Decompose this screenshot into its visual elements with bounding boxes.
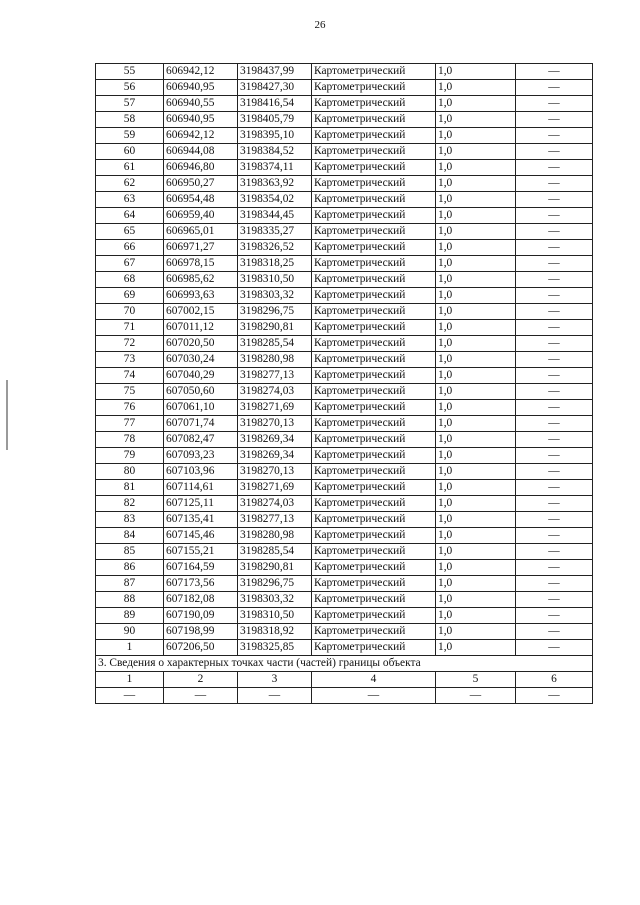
point-number: 70 — [96, 304, 164, 320]
column-number: 2 — [164, 672, 238, 688]
x-coordinate: 606942,12 — [164, 128, 238, 144]
y-coordinate: 3198269,34 — [238, 432, 312, 448]
table-row — [96, 288, 593, 304]
x-coordinate: 606950,27 — [164, 176, 238, 192]
point-number: 88 — [96, 592, 164, 608]
description: — — [516, 576, 593, 592]
table-row — [96, 576, 593, 592]
accuracy: 1,0 — [436, 272, 516, 288]
point-number: 57 — [96, 96, 164, 112]
description: — — [516, 480, 593, 496]
determination-method: Картометрический — [312, 288, 436, 304]
determination-method: Картометрический — [312, 80, 436, 96]
y-coordinate: 3198354,02 — [238, 192, 312, 208]
y-coordinate: 3198285,54 — [238, 336, 312, 352]
description: — — [516, 304, 593, 320]
y-coordinate: 3198326,52 — [238, 240, 312, 256]
x-coordinate: 607164,59 — [164, 560, 238, 576]
accuracy: 1,0 — [436, 192, 516, 208]
accuracy: 1,0 — [436, 512, 516, 528]
point-number: 80 — [96, 464, 164, 480]
table-row — [96, 320, 593, 336]
point-number: 71 — [96, 320, 164, 336]
description: — — [516, 128, 593, 144]
y-coordinate: 3198344,45 — [238, 208, 312, 224]
point-number: 62 — [96, 176, 164, 192]
y-coordinate: 3198290,81 — [238, 320, 312, 336]
determination-method: Картометрический — [312, 160, 436, 176]
determination-method: Картометрический — [312, 544, 436, 560]
table-row — [96, 80, 593, 96]
determination-method: Картометрический — [312, 512, 436, 528]
x-coordinate: 607030,24 — [164, 352, 238, 368]
x-coordinate: 606940,55 — [164, 96, 238, 112]
accuracy: 1,0 — [436, 496, 516, 512]
y-coordinate: 3198325,85 — [238, 640, 312, 656]
description: — — [516, 256, 593, 272]
determination-method: Картометрический — [312, 256, 436, 272]
point-number: 82 — [96, 496, 164, 512]
description: — — [516, 384, 593, 400]
accuracy: 1,0 — [436, 352, 516, 368]
description: — — [516, 240, 593, 256]
accuracy: 1,0 — [436, 432, 516, 448]
x-coordinate: 606985,62 — [164, 272, 238, 288]
determination-method: Картометрический — [312, 624, 436, 640]
accuracy: 1,0 — [436, 400, 516, 416]
y-coordinate: 3198280,98 — [238, 528, 312, 544]
table-row — [96, 64, 593, 80]
x-coordinate: 606965,01 — [164, 224, 238, 240]
determination-method: Картометрический — [312, 144, 436, 160]
description: — — [516, 64, 593, 80]
boundary-points-rows — [96, 64, 593, 656]
y-coordinate: 3198310,50 — [238, 608, 312, 624]
table-row — [96, 512, 593, 528]
table-row — [96, 336, 593, 352]
x-coordinate: 607182,08 — [164, 592, 238, 608]
y-coordinate: 3198318,92 — [238, 624, 312, 640]
x-coordinate: 607061,10 — [164, 400, 238, 416]
description: — — [516, 464, 593, 480]
description: — — [516, 448, 593, 464]
point-number: 63 — [96, 192, 164, 208]
table-row — [96, 528, 593, 544]
table-row — [96, 224, 593, 240]
determination-method: Картометрический — [312, 128, 436, 144]
x-coordinate: 606954,48 — [164, 192, 238, 208]
x-coordinate: 607198,99 — [164, 624, 238, 640]
x-coordinate: 607011,12 — [164, 320, 238, 336]
description: — — [516, 96, 593, 112]
section-3-header-row — [96, 656, 593, 672]
point-number: 64 — [96, 208, 164, 224]
description: — — [516, 80, 593, 96]
x-coordinate: 606971,27 — [164, 240, 238, 256]
x-coordinate: 607103,96 — [164, 464, 238, 480]
accuracy: 1,0 — [436, 128, 516, 144]
determination-method: Картометрический — [312, 608, 436, 624]
accuracy: 1,0 — [436, 544, 516, 560]
y-coordinate: 3198318,25 — [238, 256, 312, 272]
table-row — [96, 544, 593, 560]
table-row — [96, 480, 593, 496]
point-number: 61 — [96, 160, 164, 176]
description: — — [516, 272, 593, 288]
description: — — [516, 176, 593, 192]
point-number: 66 — [96, 240, 164, 256]
determination-method: Картометрический — [312, 496, 436, 512]
x-coordinate: 607071,74 — [164, 416, 238, 432]
table-row — [96, 640, 593, 656]
point-number: 85 — [96, 544, 164, 560]
table-row — [96, 496, 593, 512]
y-coordinate: 3198416,54 — [238, 96, 312, 112]
description: — — [516, 544, 593, 560]
table-row — [96, 128, 593, 144]
page-number: 26 — [314, 19, 326, 31]
point-number: 65 — [96, 224, 164, 240]
description: — — [516, 432, 593, 448]
determination-method: Картометрический — [312, 224, 436, 240]
x-coordinate: 606993,63 — [164, 288, 238, 304]
point-number: 59 — [96, 128, 164, 144]
table-row — [96, 400, 593, 416]
determination-method: Картометрический — [312, 560, 436, 576]
table-row — [96, 592, 593, 608]
y-coordinate: 3198296,75 — [238, 576, 312, 592]
column-number: 4 — [312, 672, 436, 688]
table-row — [96, 192, 593, 208]
empty-cell: — — [238, 688, 312, 704]
table-row — [96, 384, 593, 400]
table-row — [96, 112, 593, 128]
x-coordinate: 607020,50 — [164, 336, 238, 352]
y-coordinate: 3198363,92 — [238, 176, 312, 192]
y-coordinate: 3198427,30 — [238, 80, 312, 96]
point-number: 90 — [96, 624, 164, 640]
description: — — [516, 592, 593, 608]
description: — — [516, 112, 593, 128]
table-row — [96, 160, 593, 176]
table-row — [96, 208, 593, 224]
accuracy: 1,0 — [436, 96, 516, 112]
accuracy: 1,0 — [436, 608, 516, 624]
determination-method: Картометрический — [312, 320, 436, 336]
determination-method: Картометрический — [312, 640, 436, 656]
accuracy: 1,0 — [436, 480, 516, 496]
point-number: 75 — [96, 384, 164, 400]
x-coordinate: 606940,95 — [164, 112, 238, 128]
table-row — [96, 304, 593, 320]
determination-method: Картометрический — [312, 448, 436, 464]
point-number: 73 — [96, 352, 164, 368]
table-row — [96, 240, 593, 256]
determination-method: Картометрический — [312, 528, 436, 544]
description: — — [516, 352, 593, 368]
empty-cell: — — [312, 688, 436, 704]
point-number: 55 — [96, 64, 164, 80]
y-coordinate: 3198271,69 — [238, 480, 312, 496]
table-row — [96, 96, 593, 112]
point-number: 74 — [96, 368, 164, 384]
point-number: 1 — [96, 640, 164, 656]
point-number: 77 — [96, 416, 164, 432]
y-coordinate: 3198290,81 — [238, 560, 312, 576]
column-number: 6 — [516, 672, 593, 688]
determination-method: Картометрический — [312, 480, 436, 496]
determination-method: Картометрический — [312, 304, 436, 320]
point-number: 89 — [96, 608, 164, 624]
point-number: 81 — [96, 480, 164, 496]
empty-data-row — [96, 688, 593, 704]
x-coordinate: 607082,47 — [164, 432, 238, 448]
x-coordinate: 607125,11 — [164, 496, 238, 512]
determination-method: Картометрический — [312, 384, 436, 400]
accuracy: 1,0 — [436, 528, 516, 544]
y-coordinate: 3198296,75 — [238, 304, 312, 320]
table-row — [96, 176, 593, 192]
empty-cell: — — [436, 688, 516, 704]
description: — — [516, 624, 593, 640]
determination-method: Картометрический — [312, 592, 436, 608]
determination-method: Картометрический — [312, 400, 436, 416]
description: — — [516, 288, 593, 304]
table-row — [96, 608, 593, 624]
description: — — [516, 560, 593, 576]
x-coordinate: 607135,41 — [164, 512, 238, 528]
point-number: 83 — [96, 512, 164, 528]
y-coordinate: 3198274,03 — [238, 384, 312, 400]
x-coordinate: 607173,56 — [164, 576, 238, 592]
determination-method: Картометрический — [312, 112, 436, 128]
description: — — [516, 336, 593, 352]
x-coordinate: 607155,21 — [164, 544, 238, 560]
column-number: 5 — [436, 672, 516, 688]
accuracy: 1,0 — [436, 80, 516, 96]
determination-method: Картометрический — [312, 192, 436, 208]
accuracy: 1,0 — [436, 640, 516, 656]
description: — — [516, 368, 593, 384]
y-coordinate: 3198277,13 — [238, 368, 312, 384]
y-coordinate: 3198405,79 — [238, 112, 312, 128]
description: — — [516, 608, 593, 624]
accuracy: 1,0 — [436, 384, 516, 400]
determination-method: Картометрический — [312, 208, 436, 224]
point-number: 68 — [96, 272, 164, 288]
point-number: 78 — [96, 432, 164, 448]
x-coordinate: 607040,29 — [164, 368, 238, 384]
accuracy: 1,0 — [436, 256, 516, 272]
x-coordinate: 606946,80 — [164, 160, 238, 176]
determination-method: Картометрический — [312, 272, 436, 288]
margin-scan-mark — [6, 380, 8, 450]
accuracy: 1,0 — [436, 208, 516, 224]
x-coordinate: 606978,15 — [164, 256, 238, 272]
accuracy: 1,0 — [436, 144, 516, 160]
accuracy: 1,0 — [436, 176, 516, 192]
y-coordinate: 3198303,32 — [238, 288, 312, 304]
accuracy: 1,0 — [436, 320, 516, 336]
determination-method: Картометрический — [312, 176, 436, 192]
determination-method: Картометрический — [312, 368, 436, 384]
y-coordinate: 3198269,34 — [238, 448, 312, 464]
table-row — [96, 432, 593, 448]
column-numbers-row — [96, 672, 593, 688]
y-coordinate: 3198270,13 — [238, 464, 312, 480]
point-number: 60 — [96, 144, 164, 160]
accuracy: 1,0 — [436, 160, 516, 176]
point-number: 79 — [96, 448, 164, 464]
section-3-title: 3. Сведения о характерных точках части (частей) границы объекта — [96, 656, 593, 672]
y-coordinate: 3198270,13 — [238, 416, 312, 432]
description: — — [516, 528, 593, 544]
y-coordinate: 3198285,54 — [238, 544, 312, 560]
accuracy: 1,0 — [436, 64, 516, 80]
y-coordinate: 3198274,03 — [238, 496, 312, 512]
accuracy: 1,0 — [436, 288, 516, 304]
description: — — [516, 160, 593, 176]
point-number: 72 — [96, 336, 164, 352]
x-coordinate: 607190,09 — [164, 608, 238, 624]
table-row — [96, 464, 593, 480]
accuracy: 1,0 — [436, 448, 516, 464]
y-coordinate: 3198277,13 — [238, 512, 312, 528]
description: — — [516, 400, 593, 416]
determination-method: Картометрический — [312, 352, 436, 368]
description: — — [516, 640, 593, 656]
determination-method: Картометрический — [312, 336, 436, 352]
y-coordinate: 3198310,50 — [238, 272, 312, 288]
description: — — [516, 192, 593, 208]
y-coordinate: 3198335,27 — [238, 224, 312, 240]
empty-cell: — — [516, 688, 593, 704]
x-coordinate: 607050,60 — [164, 384, 238, 400]
determination-method: Картометрический — [312, 416, 436, 432]
x-coordinate: 607206,50 — [164, 640, 238, 656]
table-row — [96, 448, 593, 464]
table-row — [96, 256, 593, 272]
accuracy: 1,0 — [436, 576, 516, 592]
accuracy: 1,0 — [436, 336, 516, 352]
determination-method: Картометрический — [312, 96, 436, 112]
description: — — [516, 208, 593, 224]
y-coordinate: 3198437,99 — [238, 64, 312, 80]
table-row — [96, 624, 593, 640]
determination-method: Картометрический — [312, 576, 436, 592]
point-number: 76 — [96, 400, 164, 416]
x-coordinate: 607093,23 — [164, 448, 238, 464]
y-coordinate: 3198303,32 — [238, 592, 312, 608]
y-coordinate: 3198280,98 — [238, 352, 312, 368]
x-coordinate: 606944,08 — [164, 144, 238, 160]
x-coordinate: 607002,15 — [164, 304, 238, 320]
table-row — [96, 352, 593, 368]
accuracy: 1,0 — [436, 624, 516, 640]
y-coordinate: 3198384,52 — [238, 144, 312, 160]
x-coordinate: 607145,46 — [164, 528, 238, 544]
accuracy: 1,0 — [436, 368, 516, 384]
accuracy: 1,0 — [436, 304, 516, 320]
table-row — [96, 272, 593, 288]
column-number: 3 — [238, 672, 312, 688]
y-coordinate: 3198395,10 — [238, 128, 312, 144]
y-coordinate: 3198374,11 — [238, 160, 312, 176]
point-number: 58 — [96, 112, 164, 128]
accuracy: 1,0 — [436, 240, 516, 256]
description: — — [516, 224, 593, 240]
empty-cell: — — [164, 688, 238, 704]
accuracy: 1,0 — [436, 416, 516, 432]
determination-method: Картометрический — [312, 64, 436, 80]
description: — — [516, 496, 593, 512]
accuracy: 1,0 — [436, 560, 516, 576]
point-number: 86 — [96, 560, 164, 576]
accuracy: 1,0 — [436, 592, 516, 608]
point-number: 67 — [96, 256, 164, 272]
empty-cell: — — [96, 688, 164, 704]
x-coordinate: 607114,61 — [164, 480, 238, 496]
table-row — [96, 560, 593, 576]
point-number: 87 — [96, 576, 164, 592]
x-coordinate: 606959,40 — [164, 208, 238, 224]
description: — — [516, 416, 593, 432]
description: — — [516, 144, 593, 160]
point-number: 69 — [96, 288, 164, 304]
accuracy: 1,0 — [436, 224, 516, 240]
determination-method: Картометрический — [312, 432, 436, 448]
table-row — [96, 144, 593, 160]
description: — — [516, 512, 593, 528]
x-coordinate: 606940,95 — [164, 80, 238, 96]
y-coordinate: 3198271,69 — [238, 400, 312, 416]
accuracy: 1,0 — [436, 464, 516, 480]
determination-method: Картометрический — [312, 464, 436, 480]
table-row — [96, 416, 593, 432]
x-coordinate: 606942,12 — [164, 64, 238, 80]
boundary-points-table — [95, 63, 593, 704]
accuracy: 1,0 — [436, 112, 516, 128]
table-row — [96, 368, 593, 384]
column-number: 1 — [96, 672, 164, 688]
point-number: 84 — [96, 528, 164, 544]
description: — — [516, 320, 593, 336]
point-number: 56 — [96, 80, 164, 96]
determination-method: Картометрический — [312, 240, 436, 256]
